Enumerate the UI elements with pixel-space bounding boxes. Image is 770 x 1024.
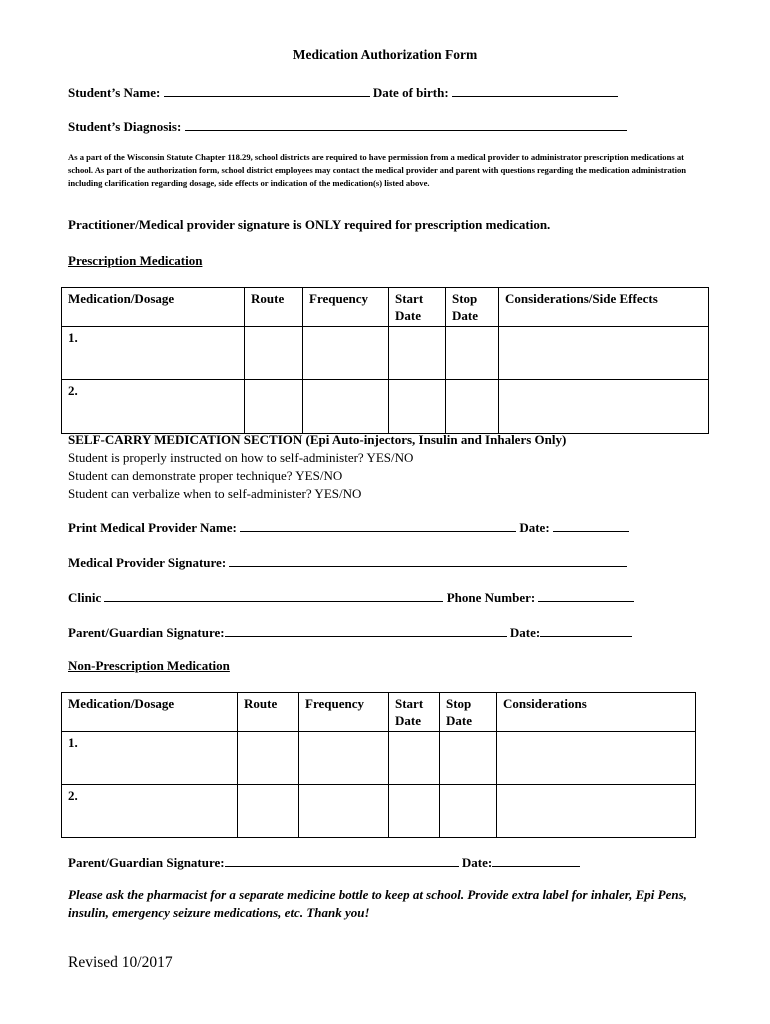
frequency-cell[interactable]: [299, 785, 389, 838]
frequency-cell[interactable]: [303, 327, 389, 380]
table-row: [62, 785, 696, 838]
student-name-label: Student’s Name:: [68, 85, 161, 100]
col-medication-dosage: Medication/Dosage: [62, 288, 245, 327]
student-name-field[interactable]: [164, 84, 370, 97]
diagnosis-label: Student’s Diagnosis:: [68, 119, 182, 134]
nonrx-parent-signature-field[interactable]: [225, 854, 459, 867]
stop-date-cell[interactable]: [446, 380, 499, 434]
considerations-cell[interactable]: [497, 732, 696, 785]
requirement-note: Practitioner/Medical provider signature is ONLY required for prescription medication.: [68, 217, 551, 232]
self-carry-heading: SELF-CARRY MEDICATION SECTION (Epi Auto-injectors, Insulin and Inhalers Only): [68, 432, 567, 447]
nonrx-parent-signature-row: [68, 854, 580, 871]
dob-label: Date of birth:: [372, 85, 449, 100]
pharmacist-note: Please ask the pharmacist for a separate medicine bottle to keep at school. Provide extra label for inhaler, Epi Pens, insulin, emergency seizure medications, etc. Thank you!: [68, 887, 687, 920]
non-prescription-heading: Non-Prescription Medication: [68, 658, 230, 673]
diagnosis-row: [68, 118, 627, 135]
route-cell[interactable]: [238, 732, 299, 785]
frequency-cell[interactable]: [299, 732, 389, 785]
considerations-cell[interactable]: [497, 785, 696, 838]
start-date-cell[interactable]: [389, 785, 440, 838]
parent-date-label: Date:: [509, 625, 541, 640]
provider-date-label: Date:: [519, 520, 550, 535]
parent-signature-row: [68, 624, 632, 641]
row-number[interactable]: 1.: [62, 327, 245, 380]
provider-name-label: Print Medical Provider Name:: [68, 520, 237, 535]
col-frequency: Frequency: [303, 288, 389, 327]
nonrx-date-label: Date:: [461, 855, 493, 870]
dob-field[interactable]: [452, 84, 618, 97]
col-route: Route: [245, 288, 303, 327]
self-carry-line-verbalize: Student can verbalize when to self-administer? YES/NO: [68, 486, 362, 501]
phone-label: Phone Number:: [446, 590, 536, 605]
stop-date-cell[interactable]: [440, 732, 497, 785]
col-start-date: Start Date: [389, 693, 440, 732]
col-start-date: Start Date: [389, 288, 446, 327]
provider-name-field[interactable]: [240, 519, 516, 532]
considerations-cell[interactable]: [499, 327, 709, 380]
table-row: [62, 327, 709, 380]
non-prescription-header-row: [62, 693, 696, 732]
parent-date-field[interactable]: [540, 624, 632, 637]
diagnosis-field[interactable]: [185, 118, 627, 131]
parent-signature-label: Parent/Guardian Signature:: [68, 625, 225, 640]
col-considerations: Considerations: [497, 693, 696, 732]
table-row: [62, 732, 696, 785]
frequency-cell[interactable]: [303, 380, 389, 434]
stop-date-cell[interactable]: [446, 327, 499, 380]
self-carry-line-technique: Student can demonstrate proper technique? YES/NO: [68, 468, 343, 483]
col-medication-dosage: Medication/Dosage: [62, 693, 238, 732]
start-date-cell[interactable]: [389, 327, 446, 380]
provider-signature-row: [68, 554, 627, 571]
provider-signature-label: Medical Provider Signature:: [68, 555, 227, 570]
revision-date: Revised 10/2017: [68, 954, 173, 971]
row-number[interactable]: 2.: [62, 785, 238, 838]
intro-paragraph: As a part of the Wisconsin Statute Chapter 118.29, school districts are required to have permission from a medical provider to administrator prescription medications at school. As part of the authorization form, school district employees may contact the medical provider and parent with questions regarding the medication administration including clarification regarding dosage, side effects or indication of the medication(s) listed above.: [68, 152, 687, 188]
clinic-field[interactable]: [104, 589, 443, 602]
col-considerations: Considerations/Side Effects: [499, 288, 709, 327]
phone-field[interactable]: [538, 589, 634, 602]
col-stop-date: Stop Date: [446, 288, 499, 327]
col-stop-date: Stop Date: [440, 693, 497, 732]
stop-date-cell[interactable]: [440, 785, 497, 838]
clinic-label: Clinic: [68, 590, 102, 605]
provider-name-row: [68, 519, 629, 536]
row-number[interactable]: 1.: [62, 732, 238, 785]
considerations-cell[interactable]: [499, 380, 709, 434]
self-carry-line-instructed: Student is properly instructed on how to self-administer? YES/NO: [68, 450, 414, 465]
parent-signature-field[interactable]: [225, 624, 507, 637]
student-name-row: [68, 84, 618, 101]
route-cell[interactable]: [245, 327, 303, 380]
provider-signature-field[interactable]: [229, 554, 627, 567]
col-frequency: Frequency: [299, 693, 389, 732]
start-date-cell[interactable]: [389, 380, 446, 434]
prescription-table: [61, 287, 709, 434]
start-date-cell[interactable]: [389, 732, 440, 785]
prescription-header-row: [62, 288, 709, 327]
provider-date-field[interactable]: [553, 519, 629, 532]
form-title: Medication Authorization Form: [292, 47, 478, 62]
table-row: [62, 380, 709, 434]
nonrx-parent-signature-label: Parent/Guardian Signature:: [68, 855, 225, 870]
clinic-row: [68, 589, 634, 606]
row-number[interactable]: 2.: [62, 380, 245, 434]
col-route: Route: [238, 693, 299, 732]
self-carry-section: [68, 431, 566, 503]
route-cell[interactable]: [238, 785, 299, 838]
route-cell[interactable]: [245, 380, 303, 434]
prescription-heading: Prescription Medication: [68, 253, 203, 268]
nonrx-date-field[interactable]: [492, 854, 580, 867]
non-prescription-table: [61, 692, 696, 838]
